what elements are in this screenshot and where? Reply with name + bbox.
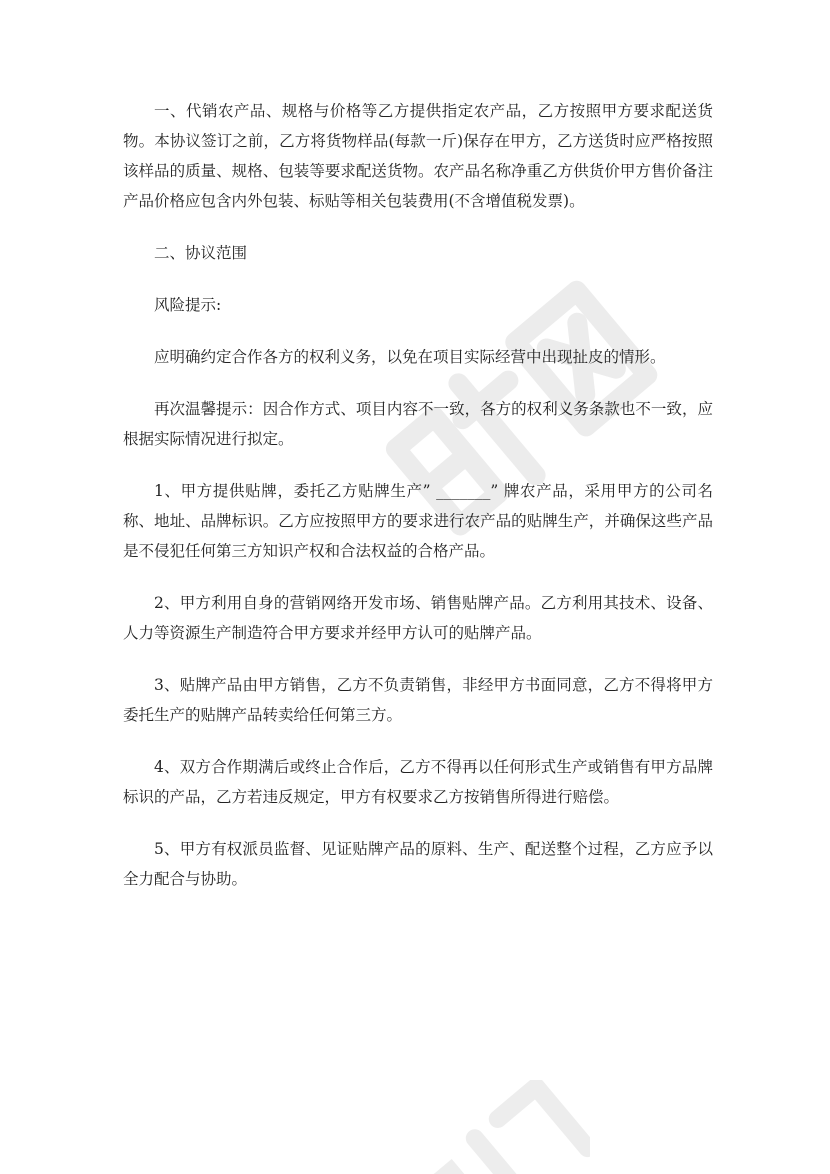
paragraph-warm-reminder: 再次温馨提示：因合作方式、项目内容不一致，各方的权利义务条款也不一致，应根据实际情况进行拟定。 [123,400,713,448]
clause-1: 1、甲方提供贴牌，委托乙方贴牌生产” _______” 牌农产品，采用甲方的公司名称、地址、品牌标识。乙方应按照甲方的要求进行农产品的贴牌生产，并确保这些产品是不侵犯任何第三方知识产权和合法权益的合格产品。 [123,482,713,560]
clause-2: 2、甲方利用自身的营销网络开发市场、销售贴牌产品。乙方利用其技术、设备、人力等资源生产制造符合甲方要求并经甲方认可的贴牌产品。 [123,594,713,642]
paragraph-product-spec: 一、代销农产品、规格与价格等乙方提供指定农产品，乙方按照甲方要求配送货物。本协议签订之前，乙方将货物样品(每款一斤)保存在甲方，乙方送货时应严格按照该样品的质量、规格、包装等要求配送货物。农产品名称净重乙方供货价甲方售价备注产品价格应包含内外包装、标贴等相关包装费用(不含增值税发票)。 [123,102,713,210]
document-body [123,96,713,916]
section-heading-scope: 二、协议范围 [154,244,248,262]
risk-note-label: 风险提示: [154,296,222,314]
clause-5: 5、甲方有权派员监督、见证贴牌产品的原料、生产、配送整个过程，乙方应予以全力配合与协助。 [123,840,713,888]
paragraph-rights-obligations: 应明确约定合作各方的权利义务，以免在项目实际经营中出现扯皮的情形。 [154,348,666,366]
clause-4: 4、双方合作期满后或终止合作后，乙方不得再以任何形式生产或销售有甲方品牌标识的产品，乙方若违反规定，甲方有权要求乙方按销售所得进行赔偿。 [123,758,713,806]
clause-3: 3、贴牌产品由甲方销售，乙方不负责销售，非经甲方书面同意，乙方不得将甲方委托生产的贴牌产品转卖给任何第三方。 [123,676,713,724]
watermark-bottom-icon [370,1080,590,1174]
